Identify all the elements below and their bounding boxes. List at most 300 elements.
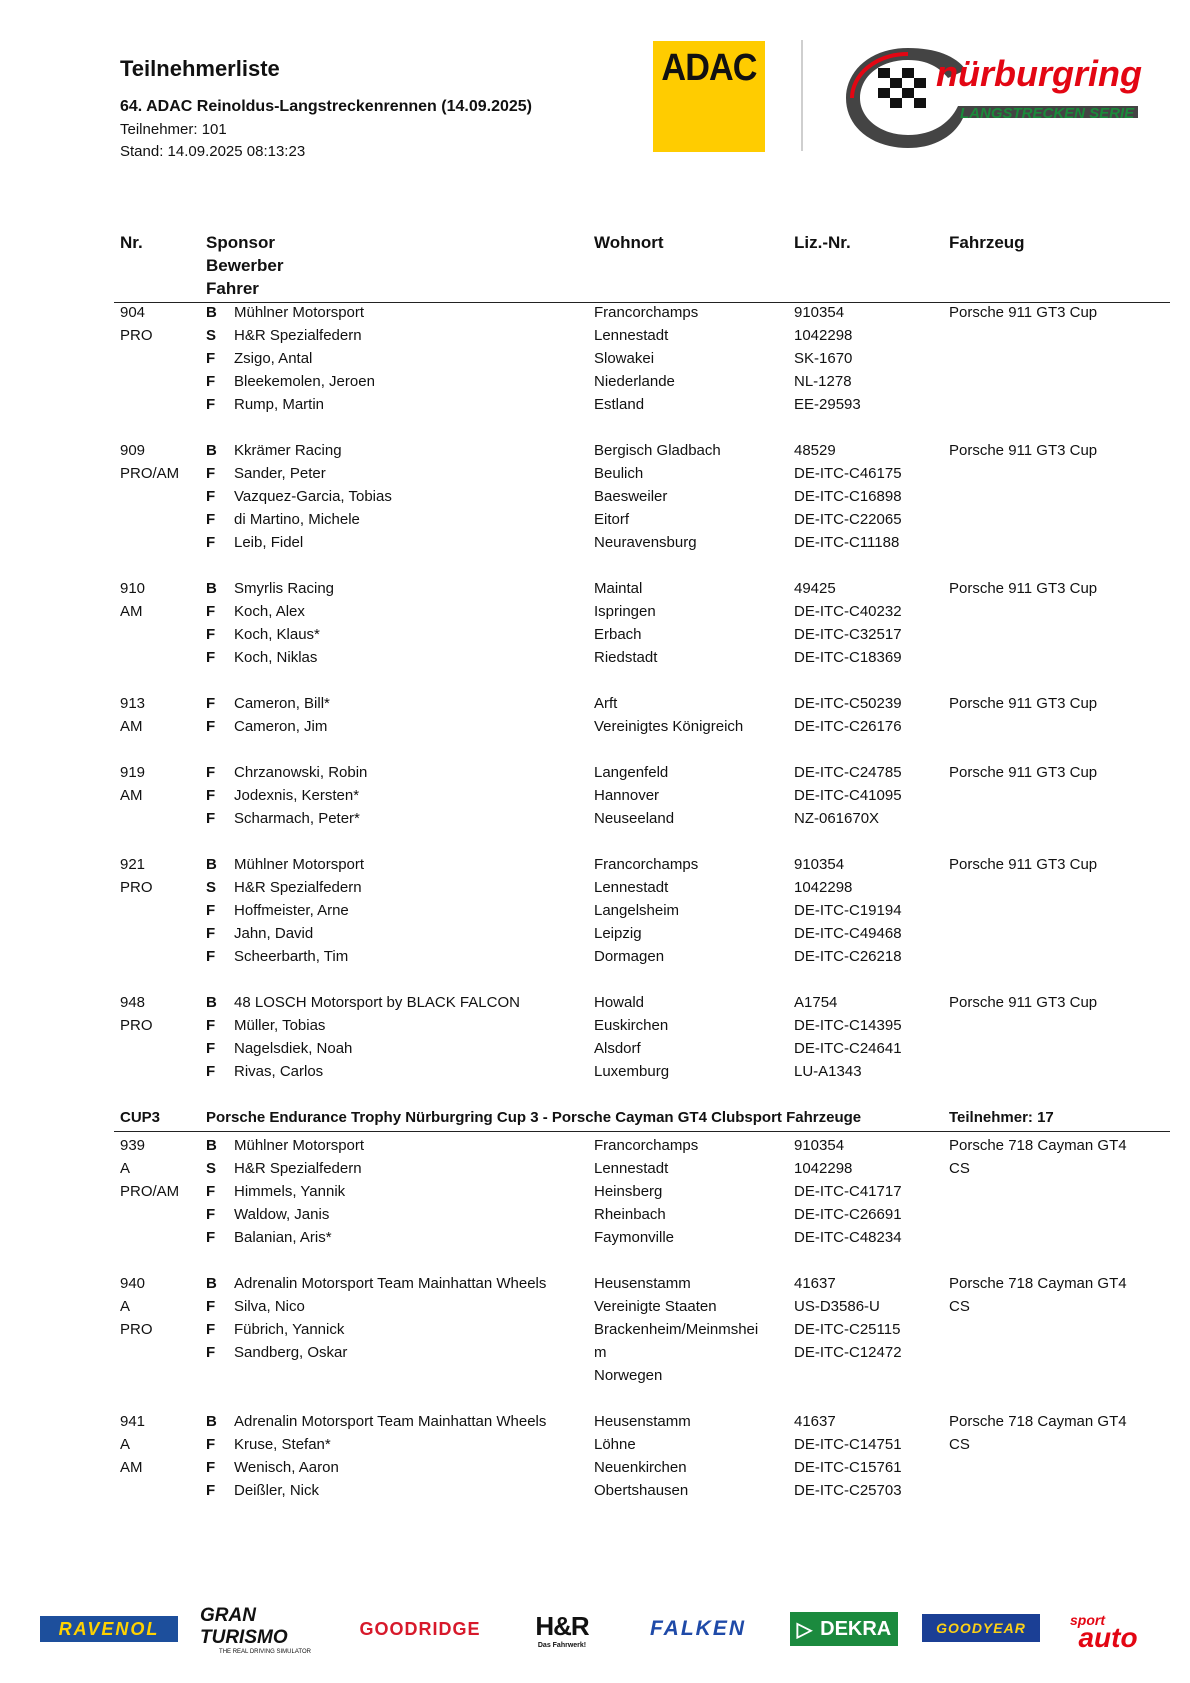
role-code: F (206, 1436, 216, 1453)
liz-nr: DE-ITC-C41717 (794, 1183, 902, 1200)
participant-count: Teilnehmer: 101 (120, 121, 227, 138)
entry-nr: 921 (120, 856, 146, 873)
fahrzeug: Porsche 718 Cayman GT4 (949, 1137, 1127, 1154)
wohnort: Brackenheim/Meinmshei (594, 1321, 759, 1338)
entry-block (0, 692, 1190, 738)
hr-tagline: Das Fahrwerk! (537, 1642, 587, 1649)
liz-nr: DE-ITC-C22065 (794, 511, 902, 528)
person-name: Zsigo, Antal (234, 350, 313, 367)
person-name: Adrenalin Motorsport Team Mainhattan Wheels (234, 1413, 547, 1430)
role-code: F (206, 902, 216, 919)
person-name: Deißler, Nick (234, 1482, 320, 1499)
entry-nr: A (120, 1436, 131, 1453)
person-name: Smyrlis Racing (234, 580, 335, 597)
col-sponsor: Sponsor (206, 233, 275, 252)
wohnort: Vereinigte Staaten (594, 1298, 717, 1315)
role-code: F (206, 603, 216, 620)
person-name: Silva, Nico (234, 1298, 305, 1315)
role-code: F (206, 1229, 216, 1246)
liz-nr: 41637 (794, 1413, 836, 1430)
table-row (0, 623, 1190, 646)
liz-nr: DE-ITC-C16898 (794, 488, 902, 505)
sport-auto-top: sport (1070, 1612, 1105, 1628)
liz-nr: EE-29593 (794, 396, 861, 413)
person-name: Scharmach, Peter* (234, 810, 360, 827)
falken-logo: FALKEN (650, 1617, 746, 1640)
person-name: Waldow, Janis (234, 1206, 330, 1223)
liz-nr: DE-ITC-C25703 (794, 1482, 902, 1499)
person-name: Balanian, Aris* (234, 1229, 332, 1246)
wohnort: Francorchamps (594, 1137, 699, 1154)
entry-spacer (0, 1387, 1190, 1410)
role-code: F (206, 1040, 216, 1057)
entry-nr: 948 (120, 994, 146, 1011)
goodyear-logo: GOODYEAR (922, 1614, 1040, 1642)
role-code: F (206, 350, 216, 367)
nuerburgring-wordmark: nürburgring (936, 53, 1142, 94)
person-name: Cameron, Jim (234, 718, 328, 735)
person-name: Mühlner Motorsport (234, 856, 365, 873)
entry-spacer (0, 554, 1190, 577)
role-code: F (206, 373, 216, 390)
liz-nr: DE-ITC-C49468 (794, 925, 902, 942)
role-code: B (206, 856, 217, 873)
person-name: Mühlner Motorsport (234, 1137, 365, 1154)
fahrzeug: Porsche 911 GT3 Cup (949, 994, 1098, 1011)
table-row (0, 1479, 1190, 1502)
role-code: F (206, 1183, 216, 1200)
table-row (0, 784, 1190, 807)
hr-logo (514, 1608, 610, 1652)
wohnort: Eitorf (594, 511, 630, 528)
entry-nr: 910 (120, 580, 146, 597)
liz-nr: NL-1278 (794, 373, 852, 390)
table-row (0, 577, 1190, 600)
entry-nr: 904 (120, 304, 146, 321)
person-name: Kruse, Stefan* (234, 1436, 331, 1453)
liz-nr: 1042298 (794, 879, 853, 896)
person-name: di Martino, Michele (234, 511, 360, 528)
table-row (0, 899, 1190, 922)
wohnort: Neuravensburg (594, 534, 697, 551)
page-title: Teilnehmerliste (120, 56, 280, 81)
class-group-cup2 (0, 301, 1190, 1106)
dekra-logo (790, 1612, 898, 1646)
col-nr: Nr. (120, 233, 143, 252)
table-row (0, 462, 1190, 485)
wohnort: Lennestadt (594, 327, 669, 344)
role-code: F (206, 948, 216, 965)
entry-spacer (0, 1083, 1190, 1106)
liz-nr: DE-ITC-C14751 (794, 1436, 902, 1453)
liz-nr: DE-ITC-C50239 (794, 695, 902, 712)
liz-nr: DE-ITC-C11188 (794, 534, 900, 551)
wohnort: Lennestadt (594, 879, 669, 896)
person-name: Koch, Niklas (234, 649, 318, 666)
entry-nr: A (120, 1160, 131, 1177)
table-row (0, 853, 1190, 876)
person-name: Koch, Klaus* (234, 626, 320, 643)
table-row (0, 485, 1190, 508)
role-code: F (206, 626, 216, 643)
role-code: F (206, 787, 216, 804)
adac-logo (653, 41, 765, 152)
liz-nr: DE-ITC-C26218 (794, 948, 902, 965)
role-code: B (206, 1413, 217, 1430)
person-name: H&R Spezialfedern (234, 1160, 362, 1177)
entry-block (0, 1410, 1190, 1502)
dekra-wordmark: DEKRA (820, 1617, 892, 1640)
ravenol-logo: RAVENOL (40, 1616, 178, 1642)
col-liz-nr: Liz.-Nr. (794, 233, 851, 252)
wohnort: Slowakei (594, 350, 655, 367)
entry-nr: 909 (120, 442, 146, 459)
table-row (0, 439, 1190, 462)
wohnort: Bergisch Gladbach (594, 442, 721, 459)
liz-nr: DE-ITC-C12472 (794, 1344, 902, 1361)
liz-nr: SK-1670 (794, 350, 853, 367)
table-row (0, 324, 1190, 347)
role-code: F (206, 1459, 216, 1476)
entry-spacer (0, 738, 1190, 761)
fahrzeug: Porsche 718 Cayman GT4 (949, 1275, 1127, 1292)
table-row (0, 1433, 1190, 1456)
class-count: Teilnehmer: 17 (949, 1109, 1054, 1126)
table-row (0, 761, 1190, 784)
role-code: F (206, 1206, 216, 1223)
gran-turismo-wordmark: GRAN TURISMO (200, 1605, 288, 1648)
gran-turismo-tagline: THE REAL DRIVING SIMULATOR (219, 1649, 311, 1655)
wohnort: Maintal (594, 580, 643, 597)
person-name: Müller, Tobias (234, 1017, 326, 1034)
table-row (0, 600, 1190, 623)
table-row (0, 646, 1190, 669)
fahrzeug: Porsche 911 GT3 Cup (949, 695, 1098, 712)
fahrzeug: Porsche 911 GT3 Cup (949, 764, 1098, 781)
entry-nr: AM (120, 787, 143, 804)
table-row (0, 347, 1190, 370)
liz-nr: NZ-061670X (794, 810, 880, 827)
person-name: H&R Spezialfedern (234, 879, 362, 896)
role-code: S (206, 327, 217, 344)
table-row (0, 715, 1190, 738)
liz-nr: 910354 (794, 1137, 845, 1154)
liz-nr: DE-ITC-C24641 (794, 1040, 902, 1057)
wohnort: Vereinigtes Königreich (594, 718, 744, 735)
role-code: S (206, 879, 217, 896)
wohnort: Heinsberg (594, 1183, 663, 1200)
person-name: Fübrich, Yannick (234, 1321, 345, 1338)
wohnort: Obertshausen (594, 1482, 689, 1499)
sponsor-bar (0, 1600, 1190, 1660)
role-code: F (206, 1298, 216, 1315)
liz-nr: US-D3586-U (794, 1298, 880, 1315)
sport-auto-bottom: auto (1078, 1622, 1138, 1653)
person-name: Leib, Fidel (234, 534, 304, 551)
liz-nr: 1042298 (794, 327, 853, 344)
entry-nr: AM (120, 1459, 143, 1476)
role-code: F (206, 764, 216, 781)
adac-logo-text: ADAC (661, 47, 757, 89)
event-title: 64. ADAC Reinoldus-Langstreckenrennen (14.09.2025) (120, 98, 532, 115)
table-row (0, 1410, 1190, 1433)
table-row (0, 301, 1190, 324)
wohnort: Lennestadt (594, 1160, 669, 1177)
sport-auto-logo (1062, 1606, 1154, 1652)
role-code: B (206, 1275, 217, 1292)
person-name: Sander, Peter (234, 465, 326, 482)
liz-nr: DE-ITC-C48234 (794, 1229, 902, 1246)
wohnort: Beulich (594, 465, 644, 482)
wohnort: Luxemburg (594, 1063, 670, 1080)
entry-nr: PRO (120, 1017, 153, 1034)
hr-wordmark: H&R (535, 1611, 589, 1641)
liz-nr: 41637 (794, 1275, 836, 1292)
wohnort: Leipzig (594, 925, 642, 942)
person-name: 48 LOSCH Motorsport by BLACK FALCON (234, 994, 520, 1011)
role-code: F (206, 925, 216, 942)
wohnort: Neuseeland (594, 810, 675, 827)
role-code: F (206, 1344, 216, 1361)
column-headers (0, 231, 1190, 301)
table-row (0, 807, 1190, 830)
liz-nr: DE-ITC-C26176 (794, 718, 902, 735)
role-code: F (206, 718, 216, 735)
entry-nr: AM (120, 603, 143, 620)
person-name: Adrenalin Motorsport Team Mainhattan Wheels (234, 1275, 547, 1292)
liz-nr: DE-ITC-C25115 (794, 1321, 901, 1338)
entry-nr: 913 (120, 695, 146, 712)
person-name: Mühlner Motorsport (234, 304, 365, 321)
table-row (0, 1037, 1190, 1060)
liz-nr: DE-ITC-C26691 (794, 1206, 902, 1223)
wohnort: Dormagen (594, 948, 665, 965)
table-row (0, 1157, 1190, 1180)
entry-block (0, 1134, 1190, 1249)
table-row (0, 1226, 1190, 1249)
entry-block (0, 991, 1190, 1083)
role-code: F (206, 1017, 216, 1034)
table-row (0, 1318, 1190, 1341)
person-name: Hoffmeister, Arne (234, 902, 349, 919)
table-row (0, 531, 1190, 554)
role-code: S (206, 1160, 217, 1177)
table-row (0, 1134, 1190, 1157)
liz-nr: 49425 (794, 580, 836, 597)
stand-timestamp: Stand: 14.09.2025 08:13:23 (120, 143, 306, 160)
person-name: Chrzanowski, Robin (234, 764, 368, 781)
fahrzeug: Porsche 718 Cayman GT4 (949, 1413, 1127, 1430)
wohnort: Alsdorf (594, 1040, 641, 1057)
entry-nr: AM (120, 718, 143, 735)
person-name: Scheerbarth, Tim (234, 948, 349, 965)
fahrzeug: Porsche 911 GT3 Cup (949, 442, 1098, 459)
table-row (0, 692, 1190, 715)
liz-nr: DE-ITC-C32517 (794, 626, 902, 643)
wohnort: Niederlande (594, 373, 675, 390)
person-name: Jodexnis, Kersten* (234, 787, 360, 804)
entry-spacer (0, 1249, 1190, 1272)
wohnort: Riedstadt (594, 649, 658, 666)
person-name: Cameron, Bill* (234, 695, 330, 712)
liz-nr: DE-ITC-C46175 (794, 465, 902, 482)
fahrzeug: CS (949, 1436, 970, 1453)
liz-nr: 48529 (794, 442, 836, 459)
person-name: Himmels, Yannik (234, 1183, 346, 1200)
class-header (0, 1106, 1190, 1129)
wohnort: Baesweiler (594, 488, 668, 505)
person-name: Bleekemolen, Jeroen (234, 373, 375, 390)
role-code: B (206, 994, 217, 1011)
role-code: F (206, 465, 216, 482)
entry-block (0, 761, 1190, 830)
table-row (0, 876, 1190, 899)
logo-divider (801, 40, 803, 151)
entry-nr: PRO/AM (120, 465, 180, 482)
langstrecken-serie-wordmark: LANGSTRECKEN SERIE (960, 105, 1135, 122)
nuerburgring-langstrecken-logo (838, 38, 1158, 156)
role-code: F (206, 1063, 216, 1080)
goodridge-logo: GOODRIDGE (359, 1618, 481, 1639)
table-row (0, 922, 1190, 945)
table-row (0, 1295, 1190, 1318)
person-name: Kkrämer Racing (234, 442, 342, 459)
class-code: CUP3 (120, 1109, 161, 1126)
wohnort: Estland (594, 396, 645, 413)
wohnort: Neuenkirchen (594, 1459, 687, 1476)
entry-nr: PRO (120, 327, 153, 344)
entry-block (0, 439, 1190, 554)
role-code: B (206, 580, 217, 597)
wohnort: Francorchamps (594, 856, 699, 873)
col-wohnort: Wohnort (594, 233, 664, 252)
role-code: B (206, 442, 217, 459)
role-code: F (206, 1321, 216, 1338)
person-name: Vazquez-Garcia, Tobias (234, 488, 392, 505)
entry-nr: PRO/AM (120, 1183, 180, 1200)
liz-nr: DE-ITC-C14395 (794, 1017, 902, 1034)
fahrzeug: Porsche 911 GT3 Cup (949, 856, 1098, 873)
table-row (0, 1341, 1190, 1364)
wohnort: Erbach (594, 626, 642, 643)
wohnort: Hannover (594, 787, 660, 804)
wohnort: Heusenstamm (594, 1413, 691, 1430)
role-code: F (206, 649, 216, 666)
table-row (0, 991, 1190, 1014)
role-code: B (206, 304, 217, 321)
col-fahrzeug: Fahrzeug (949, 233, 1025, 252)
entry-block (0, 853, 1190, 968)
table-row (0, 1272, 1190, 1295)
wohnort: Francorchamps (594, 304, 699, 321)
fahrzeug: CS (949, 1160, 970, 1177)
role-code: F (206, 534, 216, 551)
entry-block (0, 577, 1190, 669)
table-row (0, 1060, 1190, 1083)
person-name: Rivas, Carlos (234, 1063, 324, 1080)
person-name: Koch, Alex (234, 603, 305, 620)
table-row (0, 1456, 1190, 1479)
role-code: F (206, 511, 216, 528)
entry-nr: 941 (120, 1413, 146, 1430)
entry-block (0, 301, 1190, 416)
wohnort: Euskirchen (594, 1017, 669, 1034)
wohnort: Langelsheim (594, 902, 680, 919)
wohnort: Howald (594, 994, 645, 1011)
gran-turismo-logo (200, 1605, 330, 1655)
role-code: F (206, 1482, 216, 1499)
liz-nr: LU-A1343 (794, 1063, 862, 1080)
wohnort: Ispringen (594, 603, 656, 620)
entry-spacer (0, 968, 1190, 991)
wohnort: Norwegen (594, 1367, 663, 1384)
role-code: F (206, 488, 216, 505)
fahrzeug: Porsche 911 GT3 Cup (949, 304, 1098, 321)
entry-spacer (0, 669, 1190, 692)
wohnort: Rheinbach (594, 1206, 666, 1223)
table-row (0, 393, 1190, 416)
entry-nr: 940 (120, 1275, 146, 1292)
wohnort: m (594, 1344, 607, 1361)
liz-nr: DE-ITC-C24785 (794, 764, 902, 781)
role-code: B (206, 1137, 217, 1154)
col-bewerber: Bewerber (206, 256, 284, 275)
liz-nr: DE-ITC-C41095 (794, 787, 902, 804)
table-row (0, 508, 1190, 531)
wohnort: Heusenstamm (594, 1275, 691, 1292)
liz-nr: DE-ITC-C15761 (794, 1459, 902, 1476)
wohnort: Faymonville (594, 1229, 675, 1246)
liz-nr: 910354 (794, 856, 845, 873)
role-code: F (206, 695, 216, 712)
entry-nr: A (120, 1298, 131, 1315)
table-row (0, 1180, 1190, 1203)
person-name: H&R Spezialfedern (234, 327, 362, 344)
wohnort: Langenfeld (594, 764, 669, 781)
participant-table (0, 301, 1190, 1502)
class-group-cup3 (0, 1134, 1190, 1502)
table-row (0, 1203, 1190, 1226)
liz-nr: DE-ITC-C18369 (794, 649, 902, 666)
person-name: Wenisch, Aaron (234, 1459, 339, 1476)
person-name: Nagelsdiek, Noah (234, 1040, 353, 1057)
person-name: Jahn, David (234, 925, 314, 942)
entry-nr: 939 (120, 1137, 146, 1154)
entry-block (0, 1272, 1190, 1387)
role-code: F (206, 810, 216, 827)
liz-nr: DE-ITC-C40232 (794, 603, 902, 620)
dekra-arrow-icon: ▷ (796, 1618, 813, 1641)
entry-nr: 919 (120, 764, 146, 781)
liz-nr: DE-ITC-C19194 (794, 902, 902, 919)
checkered-flag-icon (878, 68, 926, 108)
table-row (0, 370, 1190, 393)
liz-nr: A1754 (794, 994, 838, 1011)
wohnort: Löhne (594, 1436, 636, 1453)
liz-nr: 910354 (794, 304, 845, 321)
entry-spacer (0, 416, 1190, 439)
table-row (0, 945, 1190, 968)
liz-nr: 1042298 (794, 1160, 853, 1177)
fahrzeug: Porsche 911 GT3 Cup (949, 580, 1098, 597)
wohnort: Arft (594, 695, 618, 712)
person-name: Sandberg, Oskar (234, 1344, 348, 1361)
fahrzeug: CS (949, 1298, 970, 1315)
role-code: F (206, 396, 216, 413)
col-fahrer: Fahrer (206, 279, 259, 298)
class-name: Porsche Endurance Trophy Nürburgring Cup 3 - Porsche Cayman GT4 Clubsport Fahrzeuge (206, 1109, 862, 1126)
entry-nr: PRO (120, 879, 153, 896)
